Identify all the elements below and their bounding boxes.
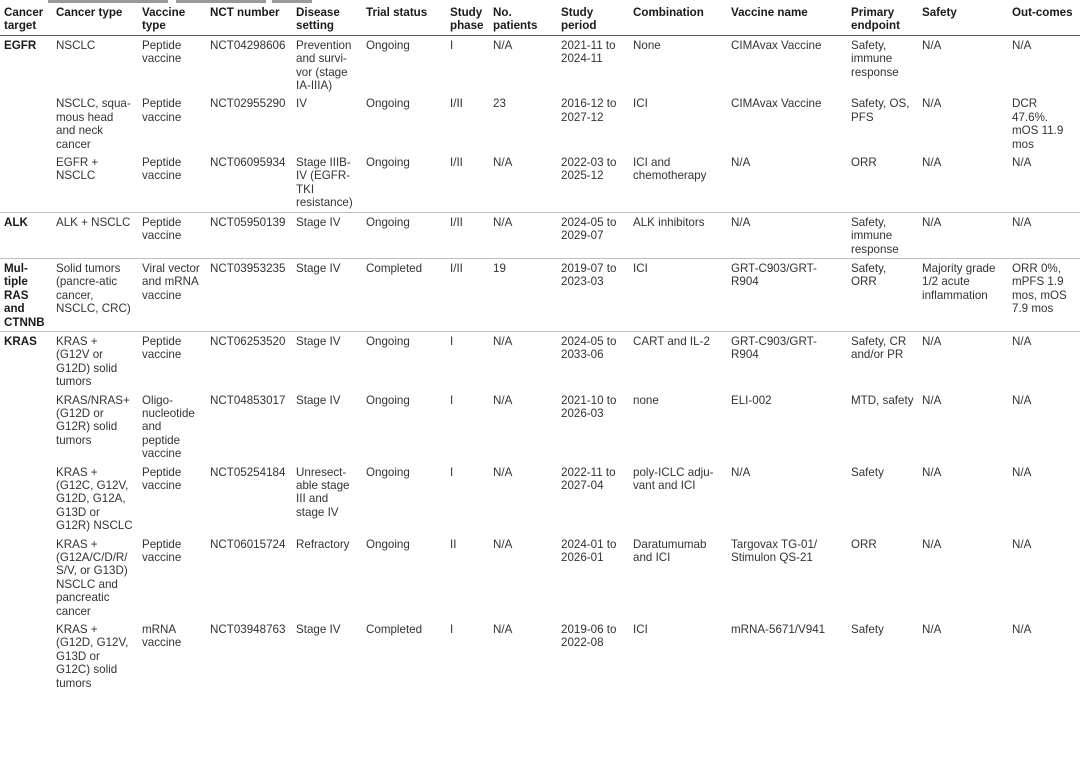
cell-combination: None — [633, 38, 661, 52]
cell-trial-status: Ongoing — [366, 537, 410, 551]
header-vaccine-type: Vaccine type — [138, 3, 206, 35]
cell-vaccine-type: Peptide vaccine — [138, 331, 206, 390]
cell-study-phase: II — [450, 537, 457, 551]
cell-no-patients: 19 — [489, 258, 557, 331]
cell-safety: N/A — [922, 537, 942, 551]
cell-study-phase: I — [450, 623, 454, 637]
cell-combination: poly-ICLC adju-vant and ICI — [633, 465, 714, 492]
cell-cancer-type: ALK + NSCLC — [52, 212, 138, 258]
cell-disease-setting: Stage IV — [292, 258, 362, 331]
cell-primary-endpoint: Safety — [851, 623, 884, 637]
cell-nct-number: NCT05950139 — [206, 212, 292, 258]
clinical-trials-table — [0, 3, 1080, 692]
cell-outcomes: ORR 0%, mPFS 1.9 mos, mOS 7.9 mos — [1008, 258, 1080, 331]
table-row — [0, 463, 1080, 535]
cell-combination: none — [633, 393, 659, 407]
cell-combination: ICI — [629, 258, 727, 331]
cell-cancer-type: KRAS + (G12A/C/D/R/ S/V, or G13D) NSCLC and pancreatic cancer — [56, 537, 128, 618]
cell-safety: N/A — [918, 331, 1008, 390]
cell-trial-status: Ongoing — [366, 38, 410, 52]
cell-nct-number: NCT05254184 — [210, 465, 286, 479]
cell-disease-setting: Stage IV — [296, 393, 341, 407]
cell-safety: N/A — [922, 465, 942, 479]
cell-outcomes: N/A — [1012, 465, 1032, 479]
cell-vaccine-type: Peptide vaccine — [142, 537, 182, 565]
header-row — [0, 3, 1080, 35]
header-cancer-type: Cancer type — [52, 3, 138, 35]
cell-cancer-type: EGFR + NSCLC — [56, 156, 99, 183]
cell-cancer-type: KRAS + (G12D, G12V, G13D or G12C) solid tumors — [56, 623, 129, 690]
cell-cancer-target — [0, 535, 52, 620]
cell-vaccine-type: Peptide vaccine — [138, 212, 206, 258]
cell-cancer-target: Mul-tiple RAS and CTNNB — [0, 258, 52, 331]
cell-vaccine-name: N/A — [731, 156, 751, 170]
cell-disease-setting: Stage IIIB-IV (EGFR-TKI resistance) — [296, 156, 353, 210]
cell-trial-status: Ongoing — [366, 156, 410, 170]
cell-no-patients: N/A — [493, 623, 513, 637]
cell-cancer-type: KRAS/NRAS+ (G12D or G12R) solid tumors — [56, 393, 130, 447]
cell-trial-status: Ongoing — [362, 212, 446, 258]
cell-no-patients: N/A — [493, 156, 513, 170]
cell-vaccine-name: N/A — [731, 465, 751, 479]
header-study-phase: Study phase — [446, 3, 489, 35]
cell-nct-number: NCT06253520 — [206, 331, 292, 390]
cell-outcomes: N/A — [1012, 623, 1032, 637]
table-row — [0, 391, 1080, 463]
table-row — [0, 331, 1080, 390]
cell-study-phase: I/II — [446, 258, 489, 331]
cell-study-period: 2019-06 to 2022-08 — [561, 623, 617, 650]
cell-nct-number: NCT06015724 — [210, 537, 286, 551]
cell-cancer-target — [0, 391, 52, 463]
cell-outcomes: N/A — [1012, 537, 1032, 551]
cell-primary-endpoint: MTD, safety — [851, 393, 914, 407]
cell-vaccine-name: N/A — [727, 212, 847, 258]
cell-cancer-target — [0, 463, 52, 535]
cell-cancer-type: Solid tumors (pancre-atic cancer, NSCLC, CRC) — [52, 258, 138, 331]
cell-vaccine-name: GRT-C903/GRT-R904 — [727, 331, 847, 390]
cell-outcomes: N/A — [1012, 393, 1032, 407]
cell-cancer-type: NSCLC, squa-mous head and neck cancer — [56, 97, 131, 151]
cell-study-phase: I/II — [450, 97, 463, 111]
cell-study-period: 2021-10 to 2026-03 — [561, 393, 617, 420]
cell-study-period: 2021-11 to 2024-11 — [561, 38, 616, 66]
cell-study-period: 2019-07 to 2023-03 — [557, 258, 629, 331]
header-vaccine-name: Vaccine name — [727, 3, 847, 35]
cell-no-patients: N/A — [493, 537, 513, 551]
cell-safety: N/A — [922, 393, 942, 407]
cell-combination: ALK inhibitors — [629, 212, 727, 258]
cell-trial-status: Ongoing — [366, 97, 410, 111]
cell-disease-setting: Refractory — [296, 537, 350, 551]
cell-primary-endpoint: Safety, ORR — [847, 258, 918, 331]
cell-disease-setting: Stage IV — [292, 331, 362, 390]
cell-disease-setting: Stage IV — [292, 212, 362, 258]
cell-safety: N/A — [922, 38, 942, 52]
cell-primary-endpoint: ORR — [851, 156, 877, 170]
header-study-period: Study period — [557, 3, 629, 35]
cell-nct-number: NCT03948763 — [210, 623, 286, 637]
cell-cancer-type: NSCLC — [56, 38, 96, 52]
cell-cancer-target: EGFR — [4, 38, 37, 52]
cell-nct-number: NCT03953235 — [206, 258, 292, 331]
cell-no-patients: N/A — [493, 393, 513, 407]
cell-cancer-target — [0, 94, 52, 153]
table-row — [0, 258, 1080, 331]
cell-study-period: 2016-12 to 2027-12 — [561, 97, 617, 124]
cell-safety: N/A — [922, 623, 942, 637]
cell-safety: Majority grade 1/2 acute inflammation — [918, 258, 1008, 331]
header-no-patients: No. patients — [489, 3, 557, 35]
header-trial-status: Trial status — [362, 3, 446, 35]
cell-vaccine-type: Oligo-nucleotide and peptide vaccine — [142, 393, 195, 461]
cell-study-phase: I/II — [446, 212, 489, 258]
cell-cancer-type: KRAS + (G12C, G12V, G12D, G12A, G13D or G12R) NSCLC — [56, 465, 133, 533]
cell-study-phase: I — [446, 331, 489, 390]
cell-nct-number: NCT02955290 — [210, 97, 286, 111]
cell-trial-status: Ongoing — [362, 331, 446, 390]
cell-outcomes: N/A — [1008, 331, 1080, 390]
cell-nct-number: NCT04853017 — [210, 393, 286, 407]
cell-vaccine-name: GRT-C903/GRT-R904 — [727, 258, 847, 331]
cell-study-period: 2024-05 to 2029-07 — [557, 212, 629, 258]
cell-primary-endpoint: ORR — [851, 537, 877, 551]
cell-study-phase: I — [450, 465, 454, 479]
cell-combination: ICI — [633, 623, 648, 637]
cell-study-phase: I/II — [450, 156, 463, 170]
cell-study-period: 2024-01 to 2026-01 — [561, 537, 617, 565]
cell-primary-endpoint: Safety, OS, PFS — [851, 97, 910, 124]
cell-trial-status: Ongoing — [366, 465, 410, 479]
cell-disease-setting: IV — [296, 97, 307, 111]
cell-vaccine-name: ELI-002 — [731, 393, 772, 407]
cell-outcomes: N/A — [1012, 156, 1032, 170]
cell-nct-number: NCT06095934 — [210, 156, 286, 170]
cell-vaccine-type: Peptide vaccine — [142, 97, 182, 124]
cell-primary-endpoint: Safety, CR and/or PR — [847, 331, 918, 390]
cell-no-patients: N/A — [489, 212, 557, 258]
cell-disease-setting: Stage IV — [296, 623, 341, 637]
cell-vaccine-type: Peptide vaccine — [142, 38, 182, 66]
cell-no-patients: N/A — [489, 331, 557, 390]
header-nct-number: NCT number — [206, 3, 292, 35]
cell-study-phase: I — [450, 393, 454, 407]
cell-cancer-target — [0, 620, 52, 692]
cell-safety: N/A — [922, 97, 942, 111]
cell-combination: ICI and chemotherapy — [633, 156, 707, 183]
cell-vaccine-type: Peptide vaccine — [142, 156, 182, 183]
cell-vaccine-name: CIMAvax Vaccine — [731, 97, 822, 111]
cell-cancer-target — [0, 153, 52, 212]
table-body — [0, 35, 1080, 692]
table-row — [0, 620, 1080, 692]
table-row — [0, 35, 1080, 94]
cell-vaccine-type: Viral vector and mRNA vaccine — [138, 258, 206, 331]
table-row — [0, 535, 1080, 620]
cell-nct-number: NCT04298606 — [210, 38, 286, 52]
cell-vaccine-name: CIMAvax Vaccine — [731, 38, 822, 52]
cell-no-patients: N/A — [493, 38, 513, 52]
cell-study-period: 2022-03 to 2025-12 — [561, 156, 617, 183]
cell-combination: Daratumumab and ICI — [633, 537, 707, 565]
cell-primary-endpoint: Safety — [851, 465, 884, 479]
cell-trial-status: Completed — [366, 623, 423, 637]
cell-trial-status: Completed — [362, 258, 446, 331]
header-primary-endpoint: Primary endpoint — [847, 3, 918, 35]
table-header — [0, 3, 1080, 35]
cell-trial-status: Ongoing — [366, 393, 410, 407]
cell-cancer-target: ALK — [0, 212, 52, 258]
cell-vaccine-type: Peptide vaccine — [142, 465, 182, 492]
table-row — [0, 153, 1080, 212]
cell-vaccine-name: Targovax TG-01/ Stimulon QS-21 — [731, 537, 818, 565]
header-safety: Safety — [918, 3, 1008, 35]
cell-primary-endpoint: Safety, immune response — [847, 212, 918, 258]
cell-no-patients: 23 — [493, 97, 506, 111]
cell-vaccine-type: mRNA vaccine — [142, 623, 182, 650]
cell-disease-setting: Unresect-able stage III and stage IV — [296, 465, 350, 519]
cell-safety: N/A — [922, 156, 942, 170]
cell-cancer-type: KRAS + (G12V or G12D) solid tumors — [52, 331, 138, 390]
table-row — [0, 212, 1080, 258]
header-combination: Combination — [629, 3, 727, 35]
cell-study-period: 2022-11 to 2027-04 — [561, 465, 616, 492]
header-disease-setting: Disease setting — [292, 3, 362, 35]
cell-study-phase: I — [450, 38, 454, 52]
cell-safety: N/A — [918, 212, 1008, 258]
cell-combination: ICI — [633, 97, 648, 111]
cell-outcomes: N/A — [1012, 38, 1032, 52]
header-cancer-target: Cancer target — [0, 3, 52, 35]
header-outcomes: Out-comes — [1008, 3, 1080, 35]
cell-study-period: 2024-05 to 2033-06 — [557, 331, 629, 390]
cell-outcomes: DCR 47.6%. mOS 11.9 mos — [1012, 97, 1064, 151]
cell-outcomes: N/A — [1008, 212, 1080, 258]
table-row — [0, 94, 1080, 153]
cell-vaccine-name: mRNA-5671/V941 — [731, 623, 826, 637]
cell-no-patients: N/A — [493, 465, 513, 479]
cell-primary-endpoint: Safety, immune response — [851, 38, 899, 79]
cell-combination: CART and IL-2 — [629, 331, 727, 390]
cell-disease-setting: Prevention and survi-vor (stage IA-IIIA) — [296, 38, 352, 93]
cell-cancer-target: KRAS — [0, 331, 52, 390]
